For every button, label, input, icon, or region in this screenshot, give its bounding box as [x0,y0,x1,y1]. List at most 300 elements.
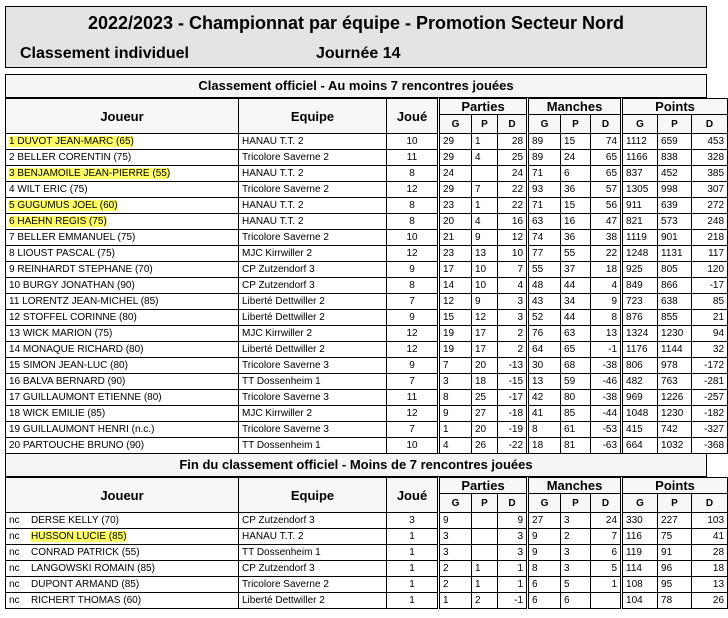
points-won-cell: 1305 [622,182,658,198]
player-cell [6,561,239,577]
subheader-d: D [498,494,528,513]
player-name: BELLER EMMANUEL (75) [17,232,136,243]
team-cell: Tricolore Saverne 2 [239,182,387,198]
player-label [9,408,105,419]
player-label [9,136,134,147]
manches-lost-cell: 5 [561,577,591,593]
header-manches: Manches [528,99,622,115]
manches-diff-cell: 57 [591,182,622,198]
table-row [6,406,728,422]
page-title: 2022/2023 - Championnat par équipe - Promotion Secteur Nord [87,13,625,33]
manches-diff-cell: 24 [591,513,622,529]
points-won-cell: 116 [622,529,658,545]
matches-played-cell: 9 [387,310,439,326]
table-row [6,310,728,326]
player-label [9,344,143,355]
table-row [6,134,728,150]
parties-lost-cell [472,166,498,182]
points-lost-cell: 573 [658,214,692,230]
header-equipe: Equipe [239,478,387,513]
points-won-cell: 114 [622,561,658,577]
player-cell [6,390,239,406]
manches-won-cell: 77 [528,246,561,262]
parties-won-cell: 7 [439,358,472,374]
parties-diff-cell: -18 [498,406,528,422]
player-label [31,547,140,558]
player-cell [6,529,239,545]
player-rank: 9 [9,264,15,275]
team-cell: Liberté Dettwiller 2 [239,310,387,326]
table-row [6,198,728,214]
manches-diff-cell: 8 [591,310,622,326]
matches-played-cell: 7 [387,422,439,438]
parties-diff-cell: 1 [498,577,528,593]
player-name: BENJAMOILE JEAN-PIERRE (55) [17,168,171,179]
points-won-cell: 664 [622,438,658,454]
team-cell: Tricolore Saverne 2 [239,577,387,593]
manches-won-cell: 76 [528,326,561,342]
parties-lost-cell: 4 [472,150,498,166]
matches-played-cell: 12 [387,246,439,262]
player-label [31,579,139,590]
points-diff-cell: 385 [692,166,728,182]
parties-diff-cell: 12 [498,230,528,246]
points-won-cell: 108 [622,577,658,593]
parties-won-cell: 9 [439,406,472,422]
parties-diff-cell: 7 [498,262,528,278]
manches-won-cell: 71 [528,166,561,182]
manches-won-cell: 48 [528,278,561,294]
team-cell: CP Zutzendorf 3 [239,278,387,294]
manches-won-cell: 9 [528,529,561,545]
points-diff-cell: 248 [692,214,728,230]
parties-diff-cell: 28 [498,134,528,150]
team-cell: HANAU T.T. 2 [239,198,387,214]
parties-won-cell: 29 [439,134,472,150]
points-diff-cell: 94 [692,326,728,342]
parties-diff-cell: 24 [498,166,528,182]
points-won-cell: 911 [622,198,658,214]
points-diff-cell: 307 [692,182,728,198]
parties-won-cell: 29 [439,150,472,166]
team-cell: Tricolore Saverne 3 [239,358,387,374]
manches-won-cell: 30 [528,358,561,374]
player-name: WILT ERIC (75) [17,184,88,195]
parties-lost-cell [472,545,498,561]
table-row [6,182,728,198]
player-cell [6,545,239,561]
manches-lost-cell: 44 [561,310,591,326]
team-cell: HANAU T.T. 2 [239,529,387,545]
player-cell [6,406,239,422]
parties-diff-cell: -19 [498,422,528,438]
points-won-cell: 415 [622,422,658,438]
team-cell: TT Dossenheim 1 [239,438,387,454]
parties-lost-cell: 9 [472,294,498,310]
points-won-cell: 821 [622,214,658,230]
points-lost-cell: 978 [658,358,692,374]
points-lost-cell: 78 [658,593,692,609]
team-cell: Tricolore Saverne 2 [239,230,387,246]
player-label [31,531,127,542]
player-cell [6,166,239,182]
parties-lost-cell: 18 [472,374,498,390]
player-rank: 12 [9,312,21,323]
manches-won-cell: 64 [528,342,561,358]
player-cell [6,342,239,358]
points-won-cell: 1112 [622,134,658,150]
player-name: WICK MARION (75) [22,328,113,339]
parties-won-cell: 4 [439,438,472,454]
manches-won-cell: 27 [528,513,561,529]
player-name: LORENTZ JEAN-MICHEL (85) [22,296,159,307]
header-points: Points [622,478,728,494]
player-name: HAEHN REGIS (75) [17,216,107,227]
unofficial-ranking-table [5,477,728,609]
matches-played-cell: 8 [387,198,439,214]
player-label [9,168,170,179]
player-name: GUGUMUS JOEL (60) [17,200,118,211]
parties-lost-cell: 27 [472,406,498,422]
header-joue: Joué [387,478,439,513]
player-name: PARTOUCHE BRUNO (90) [22,440,145,451]
points-lost-cell: 1032 [658,438,692,454]
points-diff-cell: 85 [692,294,728,310]
points-diff-cell: -172 [692,358,728,374]
subheader-d: D [591,494,622,513]
manches-won-cell: 41 [528,406,561,422]
player-cell [6,134,239,150]
team-cell: CP Zutzendorf 3 [239,561,387,577]
matches-played-cell: 8 [387,166,439,182]
player-cell [6,358,239,374]
manches-won-cell: 6 [528,593,561,609]
manches-diff-cell: 13 [591,326,622,342]
manches-won-cell: 89 [528,150,561,166]
points-won-cell: 1248 [622,246,658,262]
team-cell: HANAU T.T. 2 [239,166,387,182]
manches-won-cell: 8 [528,422,561,438]
manches-won-cell: 89 [528,134,561,150]
points-diff-cell: 41 [692,529,728,545]
manches-lost-cell: 36 [561,230,591,246]
official-ranking-table [5,98,728,454]
player-label [9,424,154,435]
subheader-g: G [622,494,658,513]
manches-diff-cell: -38 [591,390,622,406]
table-header-row [6,478,728,494]
section-unofficial-title: Fin du classement officiel - Moins de 7 rencontres jouées [5,453,707,477]
points-won-cell: 837 [622,166,658,182]
team-cell: TT Dossenheim 1 [239,545,387,561]
parties-diff-cell: 3 [498,310,528,326]
player-rank: 13 [9,328,21,339]
parties-lost-cell: 1 [472,561,498,577]
parties-won-cell: 19 [439,326,472,342]
points-diff-cell: 103 [692,513,728,529]
manches-diff-cell: 22 [591,246,622,262]
matches-played-cell: 10 [387,230,439,246]
manches-won-cell: 13 [528,374,561,390]
parties-won-cell: 3 [439,529,472,545]
points-won-cell: 330 [622,513,658,529]
team-cell: Liberté Dettwiller 2 [239,342,387,358]
manches-diff-cell: -63 [591,438,622,454]
points-diff-cell: 13 [692,577,728,593]
points-diff-cell: 32 [692,342,728,358]
points-won-cell: 104 [622,593,658,609]
points-lost-cell: 1230 [658,326,692,342]
player-cell [6,230,239,246]
points-won-cell: 1166 [622,150,658,166]
points-lost-cell: 452 [658,166,692,182]
points-lost-cell: 91 [658,545,692,561]
table-row [6,422,728,438]
points-diff-cell: -327 [692,422,728,438]
parties-won-cell: 2 [439,561,472,577]
player-rank: nc [9,595,20,606]
section-official-title: Classement officiel - Au moins 7 rencontres jouées [5,74,707,98]
parties-diff-cell: 4 [498,278,528,294]
parties-won-cell: 1 [439,422,472,438]
matches-played-cell: 12 [387,342,439,358]
table-row [6,438,728,454]
player-rank: 5 [9,200,15,211]
parties-lost-cell: 26 [472,438,498,454]
parties-lost-cell: 12 [472,310,498,326]
parties-lost-cell: 13 [472,246,498,262]
manches-diff-cell: 7 [591,529,622,545]
manches-lost-cell: 34 [561,294,591,310]
parties-won-cell: 14 [439,278,472,294]
table-row [6,166,728,182]
manches-won-cell: 63 [528,214,561,230]
parties-diff-cell: -13 [498,358,528,374]
player-cell [6,310,239,326]
player-name: MONAQUE RICHARD (80) [22,344,144,355]
player-name: LANGOWSKI ROMAIN (85) [31,563,155,574]
header-manches: Manches [528,478,622,494]
subheader-p: P [561,494,591,513]
table-header-row [6,99,728,115]
manches-diff-cell: 18 [591,262,622,278]
player-name: STOFFEL CORINNE (80) [22,312,137,323]
points-lost-cell: 838 [658,150,692,166]
table-row [6,246,728,262]
points-lost-cell: 1226 [658,390,692,406]
manches-lost-cell: 44 [561,278,591,294]
manches-diff-cell: 5 [591,561,622,577]
parties-lost-cell: 1 [472,577,498,593]
player-rank: 18 [9,408,21,419]
player-rank: 17 [9,392,21,403]
parties-won-cell: 9 [439,513,472,529]
matches-played-cell: 1 [387,529,439,545]
points-diff-cell: 21 [692,310,728,326]
matches-played-cell: 7 [387,294,439,310]
parties-won-cell: 19 [439,342,472,358]
parties-diff-cell: 25 [498,150,528,166]
player-cell [6,374,239,390]
manches-diff-cell: 65 [591,166,622,182]
parties-lost-cell: 20 [472,358,498,374]
subheader-d: D [498,115,528,134]
manches-lost-cell: 24 [561,150,591,166]
team-cell: Liberté Dettwiller 2 [239,294,387,310]
parties-diff-cell: 3 [498,545,528,561]
parties-lost-cell: 25 [472,390,498,406]
player-label [9,376,125,387]
manches-diff-cell [591,593,622,609]
team-cell: MJC Kirrwiller 2 [239,406,387,422]
manches-won-cell: 93 [528,182,561,198]
manches-diff-cell: -1 [591,342,622,358]
player-name: RICHERT THOMAS (60) [31,595,142,606]
player-cell [6,246,239,262]
page-header [5,6,707,68]
manches-diff-cell: 4 [591,278,622,294]
parties-diff-cell: 2 [498,342,528,358]
points-diff-cell: 328 [692,150,728,166]
manches-lost-cell: 6 [561,593,591,609]
player-rank: 6 [9,216,15,227]
player-name: HUSSON LUCIE (85) [31,531,127,542]
player-name: DUVOT JEAN-MARC (65) [17,136,134,147]
player-label [9,296,159,307]
header-points: Points [622,99,728,115]
manches-diff-cell: -46 [591,374,622,390]
header-joueur: Joueur [6,478,239,513]
parties-lost-cell [472,529,498,545]
player-rank: 8 [9,248,15,259]
parties-lost-cell: 10 [472,278,498,294]
table-row [6,342,728,358]
player-rank: 11 [9,296,20,307]
points-diff-cell: -257 [692,390,728,406]
player-cell [6,577,239,593]
player-cell [6,422,239,438]
manches-lost-cell: 16 [561,214,591,230]
points-won-cell: 723 [622,294,658,310]
points-diff-cell: 28 [692,545,728,561]
manches-lost-cell: 3 [561,545,591,561]
table-row [6,214,728,230]
matches-played-cell: 12 [387,182,439,198]
parties-lost-cell: 2 [472,593,498,609]
points-diff-cell: 453 [692,134,728,150]
table-row [6,262,728,278]
subheader-g: G [439,494,472,513]
points-lost-cell: 901 [658,230,692,246]
points-won-cell: 806 [622,358,658,374]
manches-diff-cell: 47 [591,214,622,230]
points-lost-cell: 638 [658,294,692,310]
manches-lost-cell: 65 [561,342,591,358]
player-cell [6,438,239,454]
manches-lost-cell: 61 [561,422,591,438]
matches-played-cell: 12 [387,326,439,342]
table-row [6,374,728,390]
manches-lost-cell: 80 [561,390,591,406]
manches-lost-cell: 3 [561,561,591,577]
player-label [9,312,137,323]
points-lost-cell: 639 [658,198,692,214]
points-won-cell: 1048 [622,406,658,422]
points-diff-cell: 120 [692,262,728,278]
matches-played-cell: 9 [387,262,439,278]
table-row [6,529,728,545]
player-label [9,328,112,339]
manches-won-cell: 42 [528,390,561,406]
parties-diff-cell: -17 [498,390,528,406]
points-won-cell: 482 [622,374,658,390]
parties-lost-cell: 7 [472,182,498,198]
player-name: REINHARDT STEPHANE (70) [17,264,153,275]
points-won-cell: 849 [622,278,658,294]
parties-diff-cell: 10 [498,246,528,262]
subheader-p: P [472,115,498,134]
manches-lost-cell: 2 [561,529,591,545]
table-row [6,513,728,529]
parties-lost-cell: 17 [472,326,498,342]
player-rank: 7 [9,232,15,243]
parties-diff-cell: 9 [498,513,528,529]
parties-lost-cell: 17 [472,342,498,358]
manches-lost-cell: 63 [561,326,591,342]
manches-diff-cell: 9 [591,294,622,310]
points-lost-cell: 998 [658,182,692,198]
header-joueur: Joueur [6,99,239,134]
parties-won-cell: 2 [439,577,472,593]
subheader-p: P [561,115,591,134]
points-lost-cell: 855 [658,310,692,326]
manches-won-cell: 43 [528,294,561,310]
player-label [9,392,162,403]
player-rank: 20 [9,440,21,451]
manches-won-cell: 18 [528,438,561,454]
parties-diff-cell: 2 [498,326,528,342]
matches-played-cell: 11 [387,390,439,406]
player-label [9,264,153,275]
points-won-cell: 1119 [622,230,658,246]
parties-diff-cell: 3 [498,294,528,310]
subheader-p: P [658,494,692,513]
table-row [6,390,728,406]
points-lost-cell: 75 [658,529,692,545]
player-label [31,515,119,526]
header-joue: Joué [387,99,439,134]
table-row [6,593,728,609]
manches-diff-cell: 1 [591,577,622,593]
player-cell [6,513,239,529]
parties-diff-cell: -15 [498,374,528,390]
team-cell: Tricolore Saverne 3 [239,390,387,406]
player-rank: nc [9,531,20,542]
player-cell [6,326,239,342]
subheader-g: G [622,115,658,134]
subheader-g: G [439,115,472,134]
points-lost-cell: 805 [658,262,692,278]
points-diff-cell: 272 [692,198,728,214]
table-row [6,294,728,310]
points-diff-cell: 218 [692,230,728,246]
parties-diff-cell: 1 [498,561,528,577]
table-row [6,230,728,246]
parties-diff-cell: 22 [498,182,528,198]
player-cell [6,214,239,230]
player-label [9,232,135,243]
player-rank: 19 [9,424,21,435]
